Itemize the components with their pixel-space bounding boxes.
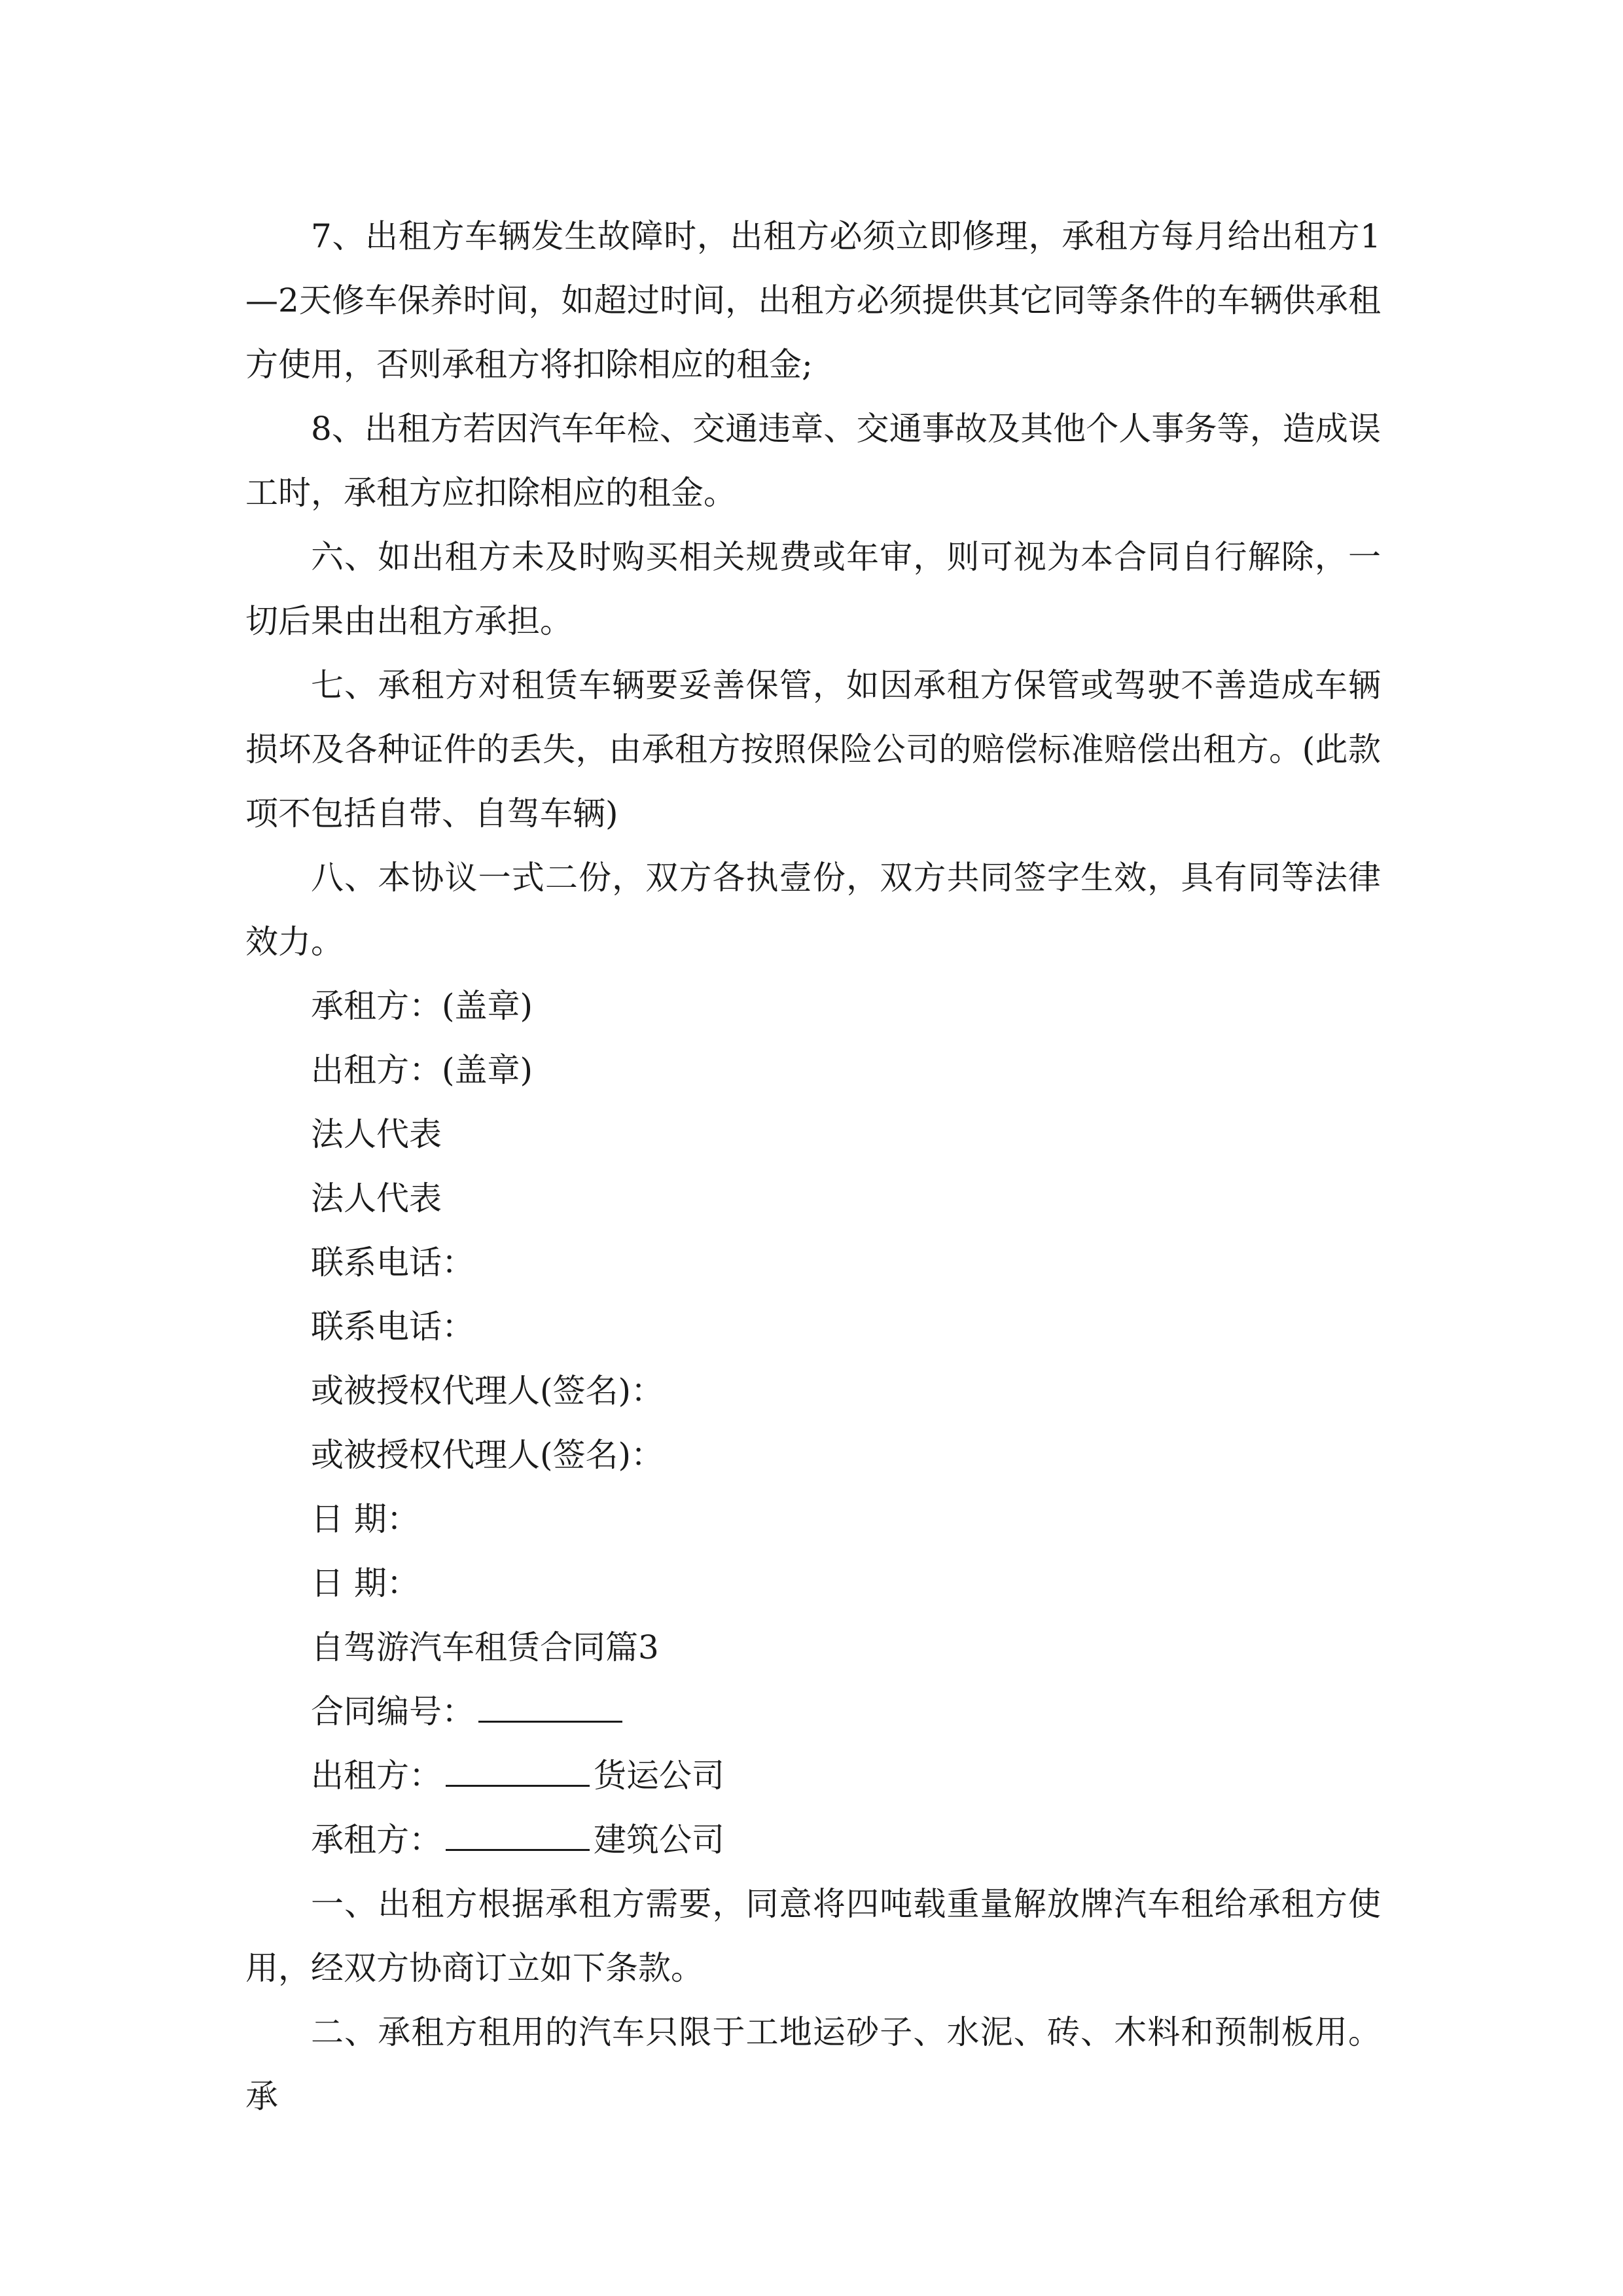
lessor-line — [245, 1744, 1381, 1808]
section-title: 自驾游汽车租赁合同篇3 — [311, 1628, 659, 1666]
clause-one: 一、出租方根据承租方需要，同意将四吨载重量解放牌汽车租给承租方使用，经双方协商订立如下条款。 — [245, 1885, 1381, 1987]
date-line: 日 期： — [311, 1500, 419, 1538]
clause-two: 二、承租方租用的汽车只限于工地运砂子、水泥、砖、木料和预制板用。承 — [245, 2013, 1381, 2115]
clause-8: 8、出租方若因汽车年检、交通违章、交通事故及其他个人事务等，造成误工时，承租方应扣除相应的租金。 — [245, 410, 1381, 512]
clause-six: 六、如出租方未及时购买相关规费或年审，则可视为本合同自行解除，一切后果由出租方承担。 — [245, 538, 1381, 640]
clause-eight: 八、本协议一式二份，双方各执壹份，双方共同签字生效，具有同等法律效力。 — [245, 859, 1381, 961]
lessor-suffix: 货运公司 — [594, 1757, 724, 1795]
authorized-agent-line: 或被授权代理人(签名)： — [311, 1372, 664, 1410]
contract-number-line — [245, 1679, 1381, 1744]
legal-representative-line: 法人代表 — [311, 1115, 442, 1153]
contract-number-label: 合同编号： — [311, 1693, 474, 1731]
lessee-name-blank — [446, 1818, 590, 1851]
legal-representative-line: 法人代表 — [311, 1179, 442, 1217]
contact-phone-line: 联系电话： — [311, 1308, 474, 1346]
signature-block — [245, 974, 1381, 1615]
clause-7: 7、出租方车辆发生故障时，出租方必须立即修理，承租方每月给出租方1—2天修车保养时间，如超过时间，出租方必须提供其它同等条件的车辆供承租方使用，否则承租方将扣除相应的租金; — [245, 217, 1381, 384]
clause-seven: 七、承租方对租赁车辆要妥善保管，如因承租方保管或驾驶不善造成车辆损坏及各种证件的丢失，由承租方按照保险公司的赔偿标准赔偿出租方。(此款项不包括自带、自驾车辆) — [245, 666, 1381, 833]
contact-phone-line: 联系电话： — [311, 1244, 474, 1282]
lessee-seal-line: 承租方：(盖章) — [311, 987, 533, 1025]
lessee-label: 承租方： — [311, 1821, 442, 1859]
lessee-suffix: 建筑公司 — [594, 1821, 724, 1859]
lessor-name-blank — [446, 1753, 590, 1787]
lessor-seal-line: 出租方：(盖章) — [311, 1051, 533, 1089]
lessor-label: 出租方： — [311, 1757, 442, 1795]
contract-number-blank — [478, 1689, 622, 1723]
authorized-agent-line: 或被授权代理人(签名)： — [311, 1436, 664, 1474]
document-body — [245, 204, 1381, 2128]
lessee-line — [245, 1808, 1381, 1872]
date-line: 日 期： — [311, 1564, 419, 1602]
